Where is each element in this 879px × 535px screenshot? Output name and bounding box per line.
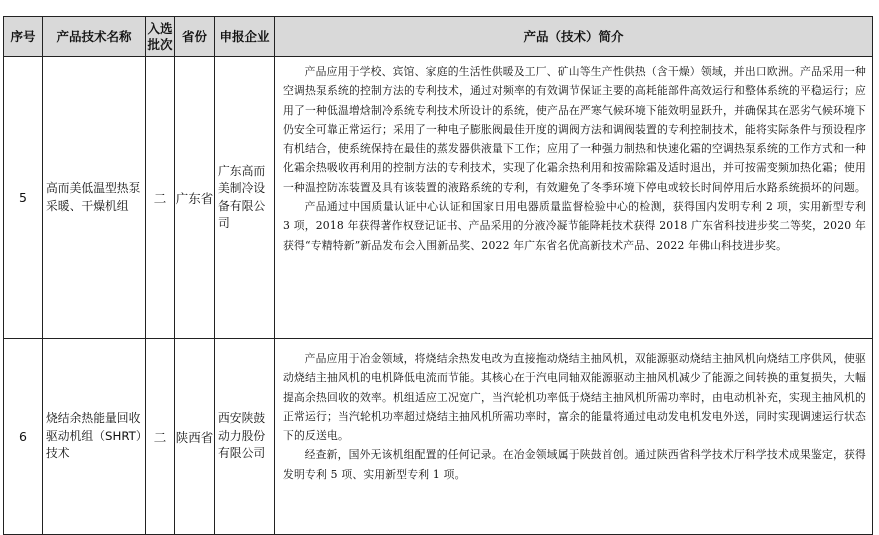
header-batch: 入选批次: [146, 17, 175, 57]
intro-paragraph: 产品应用于学校、宾馆、家庭的生活性供暖及工厂、矿山等生产性供热（含干燥）领域，并出口欧洲。产品采用一种空调热泵系统的控制方法的专利技术，通过对频率的有效调节保证主要的高耗能部件高效运行和整体系统的平稳运行；应用了一种低温增焓制冷系统专利技术所设计的系统，使产品在严寒气候环境下能效明显跃升，并确保其在恶劣气候环境下仍安全可靠正常运行；采用了一种电子膨胀阀最佳开度的调阀方法和调阀装置的专利控制技术，能将实际条件与预设程序有机结合，使系统保持在最佳的蒸发器供液量下工作；应用了一种强力制热和快速化霜的空调热泵系统的工作方式和一种化霜余热吸收再利用的控制方法的专利技术，实现了化霜余热利用和按需除霜及适时退出，并可按需变频加热化霜；使用一种温控防冻装置及具有该装置的液路系统的专利，有效避免了冬季环境下停电或较长时间停用后水路系统损坏的问题。: [283, 65, 866, 194]
header-name: 产品技术名称: [43, 17, 146, 57]
cell-product-name: 高而美低温型热泵采暖、干燥机组: [43, 57, 146, 339]
table-row: [4, 57, 873, 339]
header-province: 省份: [175, 17, 215, 57]
intro-paragraph: 经查新，国外无该机组配置的任何记录。在冶金领域属于陕鼓首创。通过陕西省科学技术厅科学技术成果鉴定，获得发明专利 5 项、实用新型专利 1 项。: [283, 448, 866, 481]
header-intro: 产品（技术）简介: [275, 17, 873, 57]
intro-paragraph: 产品应用于冶金领域，将烧结余热发电改为直接拖动烧结主抽风机，双能源驱动烧结主抽风机向烧结工序供风，使驱动烧结主抽风机的电机降低电流而节能。其核心在于汽电同轴双能源驱动主抽风机减少了能源之间转换的重复损失，大幅提高余热回收的效率。机组适应工况宽广，当汽轮机功率低于烧结主抽风机所需功率时，由电动机补充，实现主抽风机的正常运行；当汽轮机功率超过烧结主抽风机所需功率时，富余的能量将通过电动发电机发电外送，同时实现调速运行状态下的反送电。: [283, 352, 866, 443]
intro-paragraph: 产品通过中国质量认证中心认证和国家日用电器质量监督检验中心的检测，获得国内发明专利 2 项，实用新型专利 3 项，2018 年获得著作权登记证书、产品采用的分液冷凝节能降耗技术获得 2018 广东省科技进步奖二等奖，2020 年获得“专精特新”新品发布会入围新品奖、2022 年广东省名优高新技术产品、2022 年佛山科技进步奖。: [283, 200, 866, 252]
cell-intro: [275, 339, 873, 535]
cell-no: 6: [4, 339, 43, 535]
cell-province: 陕西省: [175, 339, 215, 535]
table-row: [4, 339, 873, 535]
header-row: [4, 17, 873, 57]
cell-province: 广东省: [175, 57, 215, 339]
cell-company: 广东高而美制冷设备有限公司: [215, 57, 275, 339]
cell-batch: 二: [146, 339, 175, 535]
cell-product-name: 烧结余热能量回收驱动机组（SHRT）技术: [43, 339, 146, 535]
cell-company: 西安陕鼓动力股份有限公司: [215, 339, 275, 535]
product-table: [3, 16, 873, 535]
header-no: 序号: [4, 17, 43, 57]
cell-intro: [275, 57, 873, 339]
cell-no: 5: [4, 57, 43, 339]
header-company: 申报企业: [215, 17, 275, 57]
cell-batch: 二: [146, 57, 175, 339]
